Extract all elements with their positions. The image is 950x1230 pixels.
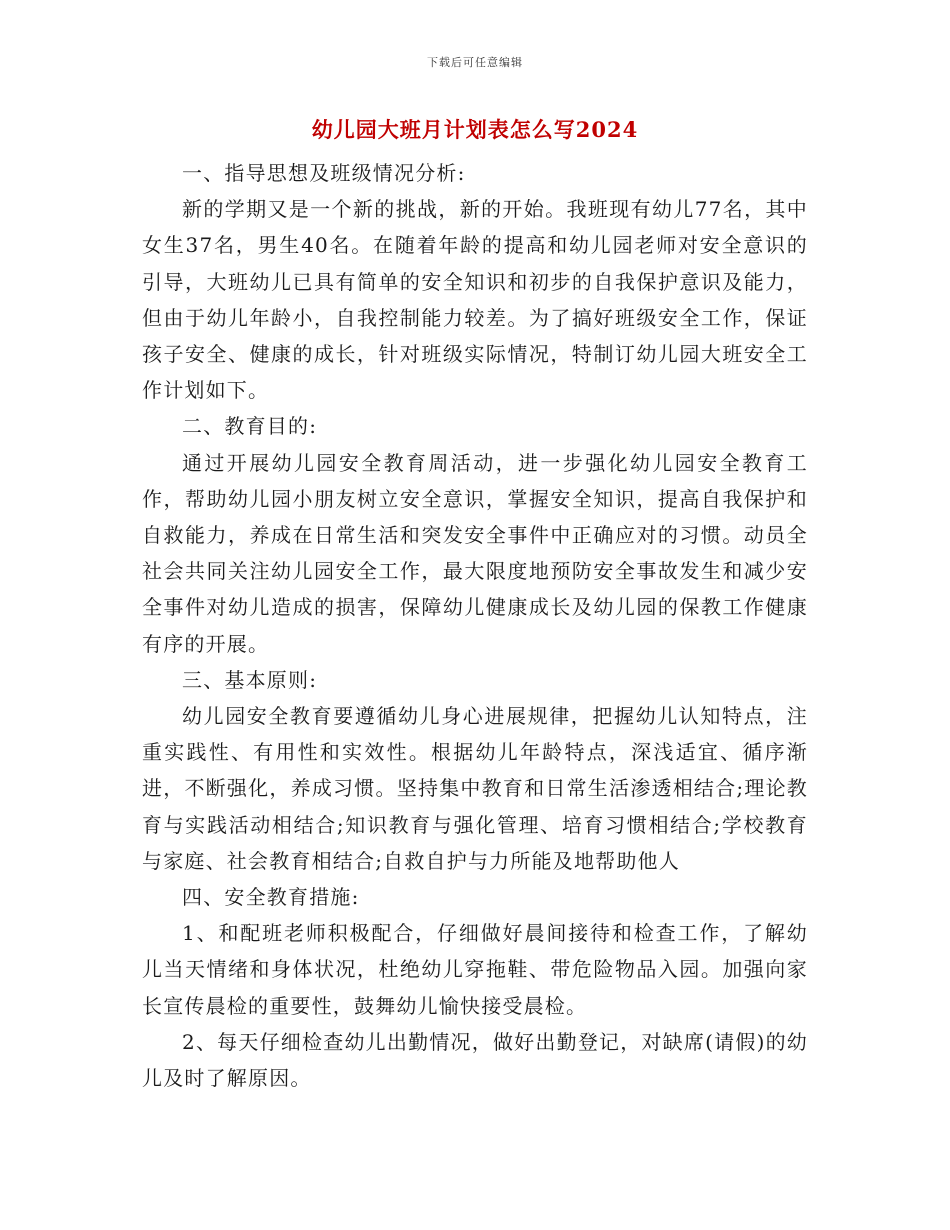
paragraph-basic-principles: 幼儿园安全教育要遵循幼儿身心进展规律，把握幼儿认知特点，注重实践性、有用性和实效性。根据幼儿年龄特点，深浅适宜、循序渐进，不断强化，养成习惯。坚持集中教育和日常生活渗透相结合;理论教育与实践活动相结合;知识教育与强化管理、培育习惯相结合;学校教育与家庭、社会教育相结合;自救自护与力所能及地帮助他人 <box>142 704 808 873</box>
paragraph-class-analysis: 新的学期又是一个新的挑战，新的开始。我班现有幼儿77名，其中女生37名，男生40名。在随着年龄的提高和幼儿园老师对安全意识的引导，大班幼儿已具有简单的安全知识和初步的自我保护意识及能力，但由于幼儿年龄小，自我控制能力较差。为了搞好班级安全工作，保证孩子安全、健康的成长，针对班级实际情况，特制订幼儿园大班安全工作计划如下。 <box>142 197 808 403</box>
document-body <box>142 155 808 1096</box>
section-heading-basic-principles: 三、基本原则: <box>182 667 318 692</box>
header-note: 下载后可任意编辑 <box>427 56 523 69</box>
section-heading-education-goals: 二、教育目的: <box>182 414 318 439</box>
section-heading-safety-measures: 四、安全教育措施: <box>182 885 360 910</box>
document-title: 幼儿园大班月计划表怎么写2024 <box>311 117 639 142</box>
section-heading-guiding-ideas: 一、指导思想及班级情况分析: <box>182 161 466 185</box>
paragraph-measure-1: 1、和配班老师积极配合，仔细做好晨间接待和检查工作，了解幼儿当天情绪和身体状况，杜绝幼儿穿拖鞋、带危险物品入园。加强向家长宣传晨检的重要性，鼓舞幼儿愉快接受晨检。 <box>142 921 808 1018</box>
paragraph-education-goals: 通过开展幼儿园安全教育周活动，进一步强化幼儿园安全教育工作，帮助幼儿园小朋友树立安全意识，掌握安全知识，提高自我保护和自救能力，养成在日常生活和突发安全事件中正确应对的习惯。动员全社会共同关注幼儿园安全工作，最大限度地预防安全事故发生和减少安全事件对幼儿造成的损害，保障幼儿健康成长及幼儿园的保教工作健康有序的开展。 <box>142 450 808 656</box>
paragraph-measure-2: 2、每天仔细检查幼儿出勤情况，做好出勤登记，对缺席(请假)的幼儿及时了解原因。 <box>142 1029 808 1091</box>
